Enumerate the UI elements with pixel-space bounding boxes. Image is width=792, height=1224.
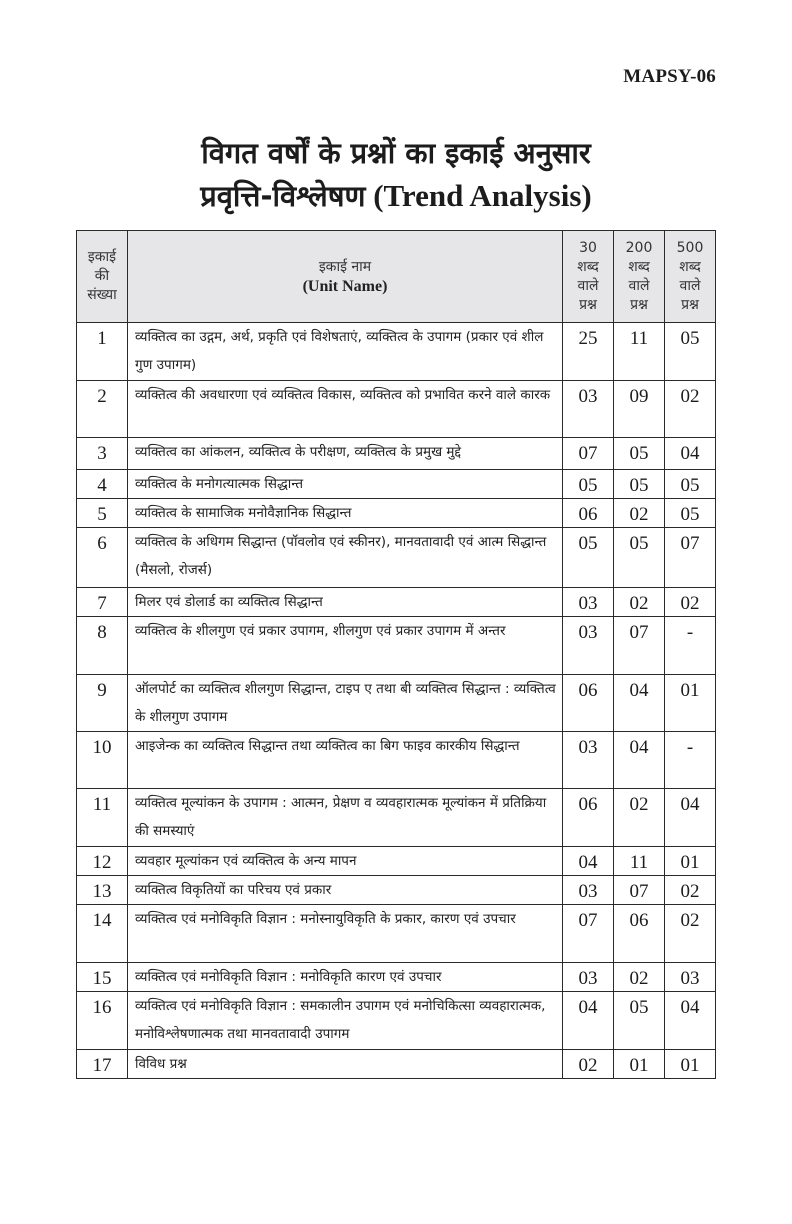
unit-name: व्यक्तित्व एवं मनोविकृति विज्ञान : मनोस्नायुविकृति के प्रकार, कारण एवं उपचार [128, 905, 563, 963]
count-30-words: 25 [563, 323, 614, 381]
table-row [77, 847, 716, 876]
count-200-words: 05 [614, 528, 665, 588]
count-500-words: 02 [665, 588, 716, 617]
count-500-words: 02 [665, 876, 716, 905]
unit-name: व्यक्तित्व की अवधारणा एवं व्यक्तित्व विकास, व्यक्तित्व को प्रभावित करने वाले कारक [128, 381, 563, 438]
count-500-words: 07 [665, 528, 716, 588]
unit-number: 15 [77, 963, 128, 992]
count-200-words: 05 [614, 470, 665, 499]
count-200-words: 02 [614, 963, 665, 992]
count-200-words: 02 [614, 499, 665, 528]
count-500-words: 05 [665, 470, 716, 499]
count-500-words: 04 [665, 789, 716, 847]
unit-name: व्यक्तित्व एवं मनोविकृति विज्ञान : मनोविकृति कारण एवं उपचार [128, 963, 563, 992]
count-500-words: 01 [665, 847, 716, 876]
count-200-words: 07 [614, 876, 665, 905]
count-200-words: 05 [614, 438, 665, 470]
count-500-words: - [665, 732, 716, 789]
unit-name: व्यक्तित्व विकृतियों का परिचय एवं प्रकार [128, 876, 563, 905]
header-30-words: 30 शब्द वाले प्रश्न [563, 231, 614, 323]
count-200-words: 02 [614, 789, 665, 847]
count-30-words: 06 [563, 499, 614, 528]
table-row [77, 963, 716, 992]
table-row [77, 438, 716, 470]
unit-name: व्यक्तित्व के अधिगम सिद्धान्त (पॉवलोव एवं स्कीनर), मानवतावादी एवं आत्म सिद्धान्त (मैसलो, रोजर्स) [128, 528, 563, 588]
count-200-words: 06 [614, 905, 665, 963]
count-500-words: - [665, 617, 716, 675]
unit-number: 1 [77, 323, 128, 381]
unit-number: 12 [77, 847, 128, 876]
unit-number: 17 [77, 1050, 128, 1079]
title-english: (Trend Analysis) [373, 178, 592, 213]
unit-name: व्यवहार मूल्यांकन एवं व्यक्तित्व के अन्य मापन [128, 847, 563, 876]
count-200-words: 11 [614, 323, 665, 381]
table-header-row [77, 231, 716, 323]
count-30-words: 05 [563, 470, 614, 499]
unit-name: व्यक्तित्व के शीलगुण एवं प्रकार उपागम, शीलगुण एवं प्रकार उपागम में अन्तर [128, 617, 563, 675]
unit-number: 14 [77, 905, 128, 963]
count-30-words: 04 [563, 847, 614, 876]
count-500-words: 05 [665, 499, 716, 528]
table-row [77, 470, 716, 499]
title-hindi: प्रवृत्ति-विश्लेषण [200, 179, 366, 213]
table-row [77, 732, 716, 789]
unit-name: आइजेन्क का व्यक्तित्व सिद्धान्त तथा व्यक्तित्व का बिग फाइव कारकीय सिद्धान्त [128, 732, 563, 789]
paper-code: MAPSY-06 [623, 66, 716, 87]
unit-number: 16 [77, 992, 128, 1050]
count-500-words: 01 [665, 675, 716, 732]
header-unit-no: इकाई की संख्या [77, 231, 128, 323]
unit-number: 9 [77, 675, 128, 732]
table-row [77, 617, 716, 675]
count-200-words: 07 [614, 617, 665, 675]
unit-number: 7 [77, 588, 128, 617]
count-500-words: 02 [665, 905, 716, 963]
page-title-line2 [0, 176, 792, 215]
table-row [77, 876, 716, 905]
unit-number: 4 [77, 470, 128, 499]
count-30-words: 03 [563, 588, 614, 617]
unit-name: व्यक्तित्व का उद्गम, अर्थ, प्रकृति एवं विशेषताएं, व्यक्तित्व के उपागम (प्रकार एवं शील गुण उपागम) [128, 323, 563, 381]
count-500-words: 02 [665, 381, 716, 438]
count-200-words: 02 [614, 588, 665, 617]
header-500-words: 500 शब्द वाले प्रश्न [665, 231, 716, 323]
count-30-words: 03 [563, 876, 614, 905]
count-30-words: 02 [563, 1050, 614, 1079]
count-500-words: 04 [665, 992, 716, 1050]
unit-name: ऑलपोर्ट का व्यक्तित्व शीलगुण सिद्धान्त, टाइप ए तथा बी व्यक्तित्व सिद्धान्त : व्यक्तित्व के शीलगुण उपागम [128, 675, 563, 732]
count-200-words: 11 [614, 847, 665, 876]
unit-name: विविध प्रश्न [128, 1050, 563, 1079]
count-30-words: 04 [563, 992, 614, 1050]
unit-name: व्यक्तित्व का आंकलन, व्यक्तित्व के परीक्षण, व्यक्तित्व के प्रमुख मुद्दे [128, 438, 563, 470]
table-row [77, 499, 716, 528]
count-500-words: 05 [665, 323, 716, 381]
count-200-words: 09 [614, 381, 665, 438]
unit-number: 6 [77, 528, 128, 588]
unit-name: व्यक्तित्व के मनोगत्यात्मक सिद्धान्त [128, 470, 563, 499]
count-30-words: 06 [563, 789, 614, 847]
count-500-words: 04 [665, 438, 716, 470]
trend-analysis-table [76, 230, 716, 1079]
unit-number: 10 [77, 732, 128, 789]
count-30-words: 03 [563, 617, 614, 675]
table-row [77, 323, 716, 381]
count-200-words: 04 [614, 732, 665, 789]
count-30-words: 05 [563, 528, 614, 588]
header-200-words: 200 शब्द वाले प्रश्न [614, 231, 665, 323]
count-200-words: 01 [614, 1050, 665, 1079]
unit-name: मिलर एवं डोलार्ड का व्यक्तित्व सिद्धान्त [128, 588, 563, 617]
table-row [77, 992, 716, 1050]
count-200-words: 04 [614, 675, 665, 732]
unit-number: 13 [77, 876, 128, 905]
unit-number: 2 [77, 381, 128, 438]
table-row [77, 381, 716, 438]
table-row [77, 1050, 716, 1079]
count-30-words: 03 [563, 381, 614, 438]
table-row [77, 789, 716, 847]
count-500-words: 03 [665, 963, 716, 992]
unit-name: व्यक्तित्व एवं मनोविकृति विज्ञान : समकालीन उपागम एवं मनोचिकित्सा व्यवहारात्मक, मनोविश्लेषणात्मक तथा मानवतावादी उपागम [128, 992, 563, 1050]
unit-name: व्यक्तित्व मूल्यांकन के उपागम : आत्मन, प्रेक्षण व व्यवहारात्मक मूल्यांकन में प्रतिक्रिया की समस्याएं [128, 789, 563, 847]
unit-number: 11 [77, 789, 128, 847]
count-200-words: 05 [614, 992, 665, 1050]
page-title-line1: विगत वर्षों के प्रश्नों का इकाई अनुसार [201, 136, 591, 170]
count-30-words: 06 [563, 675, 614, 732]
count-30-words: 03 [563, 732, 614, 789]
header-unit-name: इकाई नाम (Unit Name) [128, 231, 563, 323]
table-row [77, 588, 716, 617]
count-30-words: 07 [563, 905, 614, 963]
count-30-words: 03 [563, 963, 614, 992]
unit-number: 8 [77, 617, 128, 675]
unit-number: 3 [77, 438, 128, 470]
unit-number: 5 [77, 499, 128, 528]
count-500-words: 01 [665, 1050, 716, 1079]
count-30-words: 07 [563, 438, 614, 470]
table-row [77, 528, 716, 588]
table-row [77, 905, 716, 963]
unit-name: व्यक्तित्व के सामाजिक मनोवैज्ञानिक सिद्धान्त [128, 499, 563, 528]
table-row [77, 675, 716, 732]
